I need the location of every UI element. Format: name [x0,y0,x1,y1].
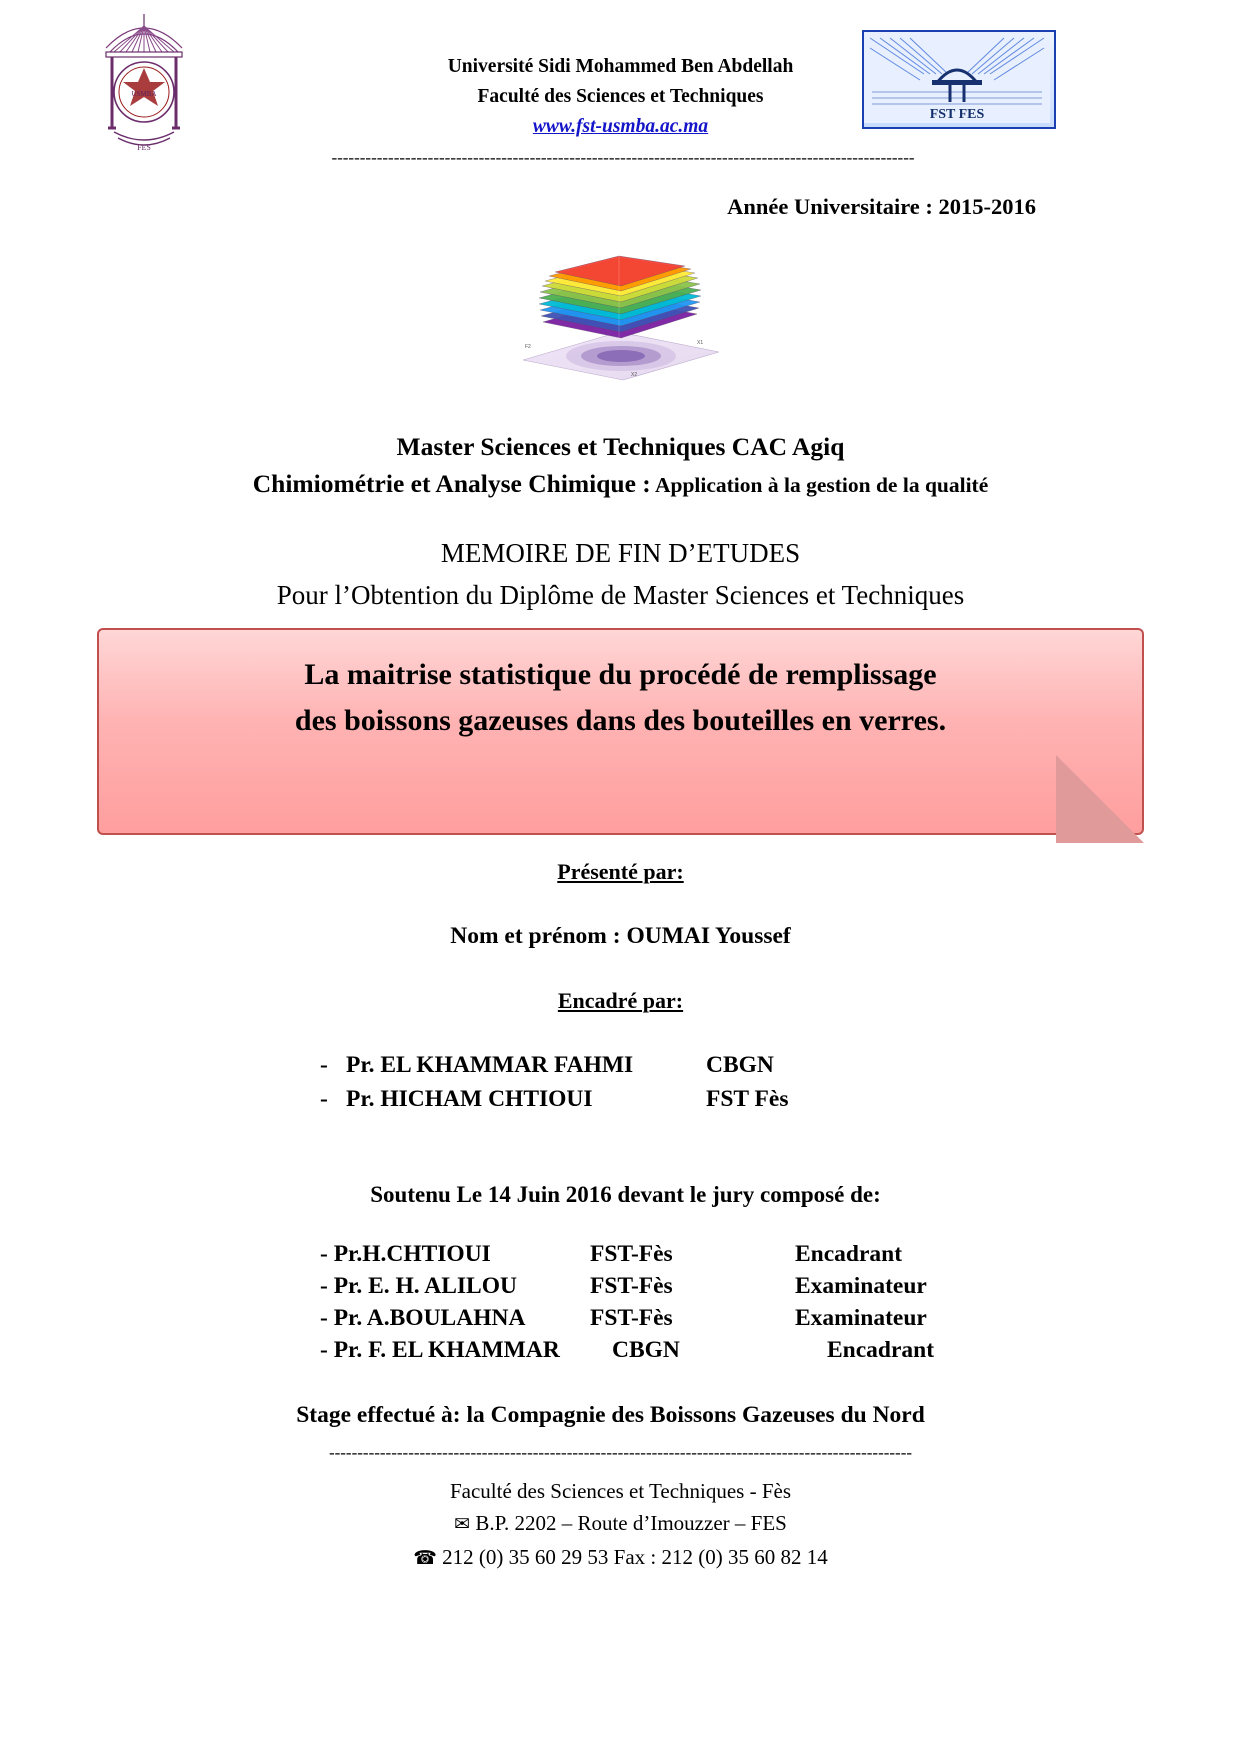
program-subtitle-rest: Application à la gestion de la qualité [650,473,989,497]
svg-text:FES: FES [137,143,151,152]
svg-text:F2: F2 [524,344,531,350]
phone-icon: ☎ [413,1548,437,1569]
defense-line: Soutenu Le 14 Juin 2016 devant le jury composé de: [370,1182,881,1207]
supervisor-org: CBGN [706,1052,774,1078]
document-type [0,532,1241,616]
thesis-title-panel [97,628,1144,835]
list-item [320,1048,1241,1082]
svg-text:X2: X2 [630,372,637,378]
faculty-website-link[interactable]: www.fst-usmba.ac.ma [532,116,709,137]
thesis-title-line2: des boissons gazeuses dans des bouteilles en verres. [294,704,947,737]
jury-list [0,1238,1241,1366]
jury-affiliation: FST-Fès [590,1273,673,1299]
supervised-by-label: Encadré par: [557,988,684,1013]
academic-year: Année Universitaire : 2015-2016 [727,194,1036,219]
table-row [320,1238,1241,1270]
jury-role: Examinateur [795,1273,927,1299]
table-row [320,1302,1241,1334]
jury-role: Encadrant [827,1337,935,1363]
mail-icon: ✉ [454,1514,471,1535]
jury-affiliation: CBGN [612,1337,680,1363]
jury-role: Examinateur [795,1305,927,1331]
svg-text:USMBA: USMBA [131,90,157,98]
surface-plot-icon [511,248,731,388]
surface-plot-figure [0,248,1241,388]
university-name: Université Sidi Mohammed Ben Abdellah [447,56,794,77]
thesis-title-line1: La maitrise statistique du procédé de remplissage [304,658,937,691]
fst-fes-logo-label: FST FES [929,107,985,122]
faculty-name: Faculté des Sciences et Techniques [477,86,764,107]
footer-divider: ------------------------------------------------------------------------------------------------------- [328,1443,913,1462]
header-divider: ------------------------------------------------------------------------------------------------------- [331,148,915,167]
footer-phone: 212 (0) 35 60 29 53 Fax : 212 (0) 35 60 82 14 [442,1545,828,1569]
header-institution-block [0,52,1241,142]
presented-by-label: Présenté par: [557,859,684,884]
jury-name: - Pr. E. H. ALILOU [320,1273,517,1299]
supervisor-name: Pr. HICHAM CHTIOUI [346,1086,593,1112]
program-subtitle [0,465,1241,504]
jury-name: - Pr. A.BOULAHNA [320,1305,526,1331]
supervisor-list [0,1048,1241,1116]
list-item [320,1082,1241,1116]
jury-affiliation: FST-Fès [590,1305,673,1331]
author-name: Nom et prénom : OUMAI Youssef [450,923,791,949]
jury-role: Encadrant [795,1241,903,1267]
supervisor-org: FST Fès [706,1086,789,1112]
footer-address-row [0,1507,1241,1541]
supervisor-name: Pr. EL KHAMMAR FAHMI [346,1052,634,1078]
table-row [320,1270,1241,1302]
page-fold-corner-icon [1056,755,1144,843]
jury-name: - Pr. F. EL KHAMMAR [320,1337,560,1363]
footer-faculty: Faculté des Sciences et Techniques - Fès [449,1479,792,1503]
document-type-line2: Pour l’Obtention du Diplôme de Master Sciences et Techniques [276,580,965,610]
page-footer [0,1475,1241,1575]
svg-text:X1: X1 [696,340,703,346]
footer-phone-row [0,1541,1241,1575]
jury-affiliation: FST-Fès [590,1241,673,1267]
table-row [320,1334,1241,1366]
jury-name: - Pr.H.CHTIOUI [320,1241,491,1267]
supervisor-dash: - [320,1052,328,1078]
footer-address: B.P. 2202 – Route d’Imouzzer – FES [475,1511,787,1535]
program-title: Master Sciences et Techniques CAC Agiq [396,432,845,461]
page-header [0,0,1241,167]
internship-line: Stage effectué à: la Compagnie des Boissons Gazeuses du Nord [296,1402,925,1428]
program-subtitle-main: Chimiométrie et Analyse Chimique : [252,469,651,498]
thesis-title-box [97,628,1144,843]
document-type-line1: MEMOIRE DE FIN D’ETUDES [440,538,801,568]
supervisor-dash: - [320,1086,328,1112]
